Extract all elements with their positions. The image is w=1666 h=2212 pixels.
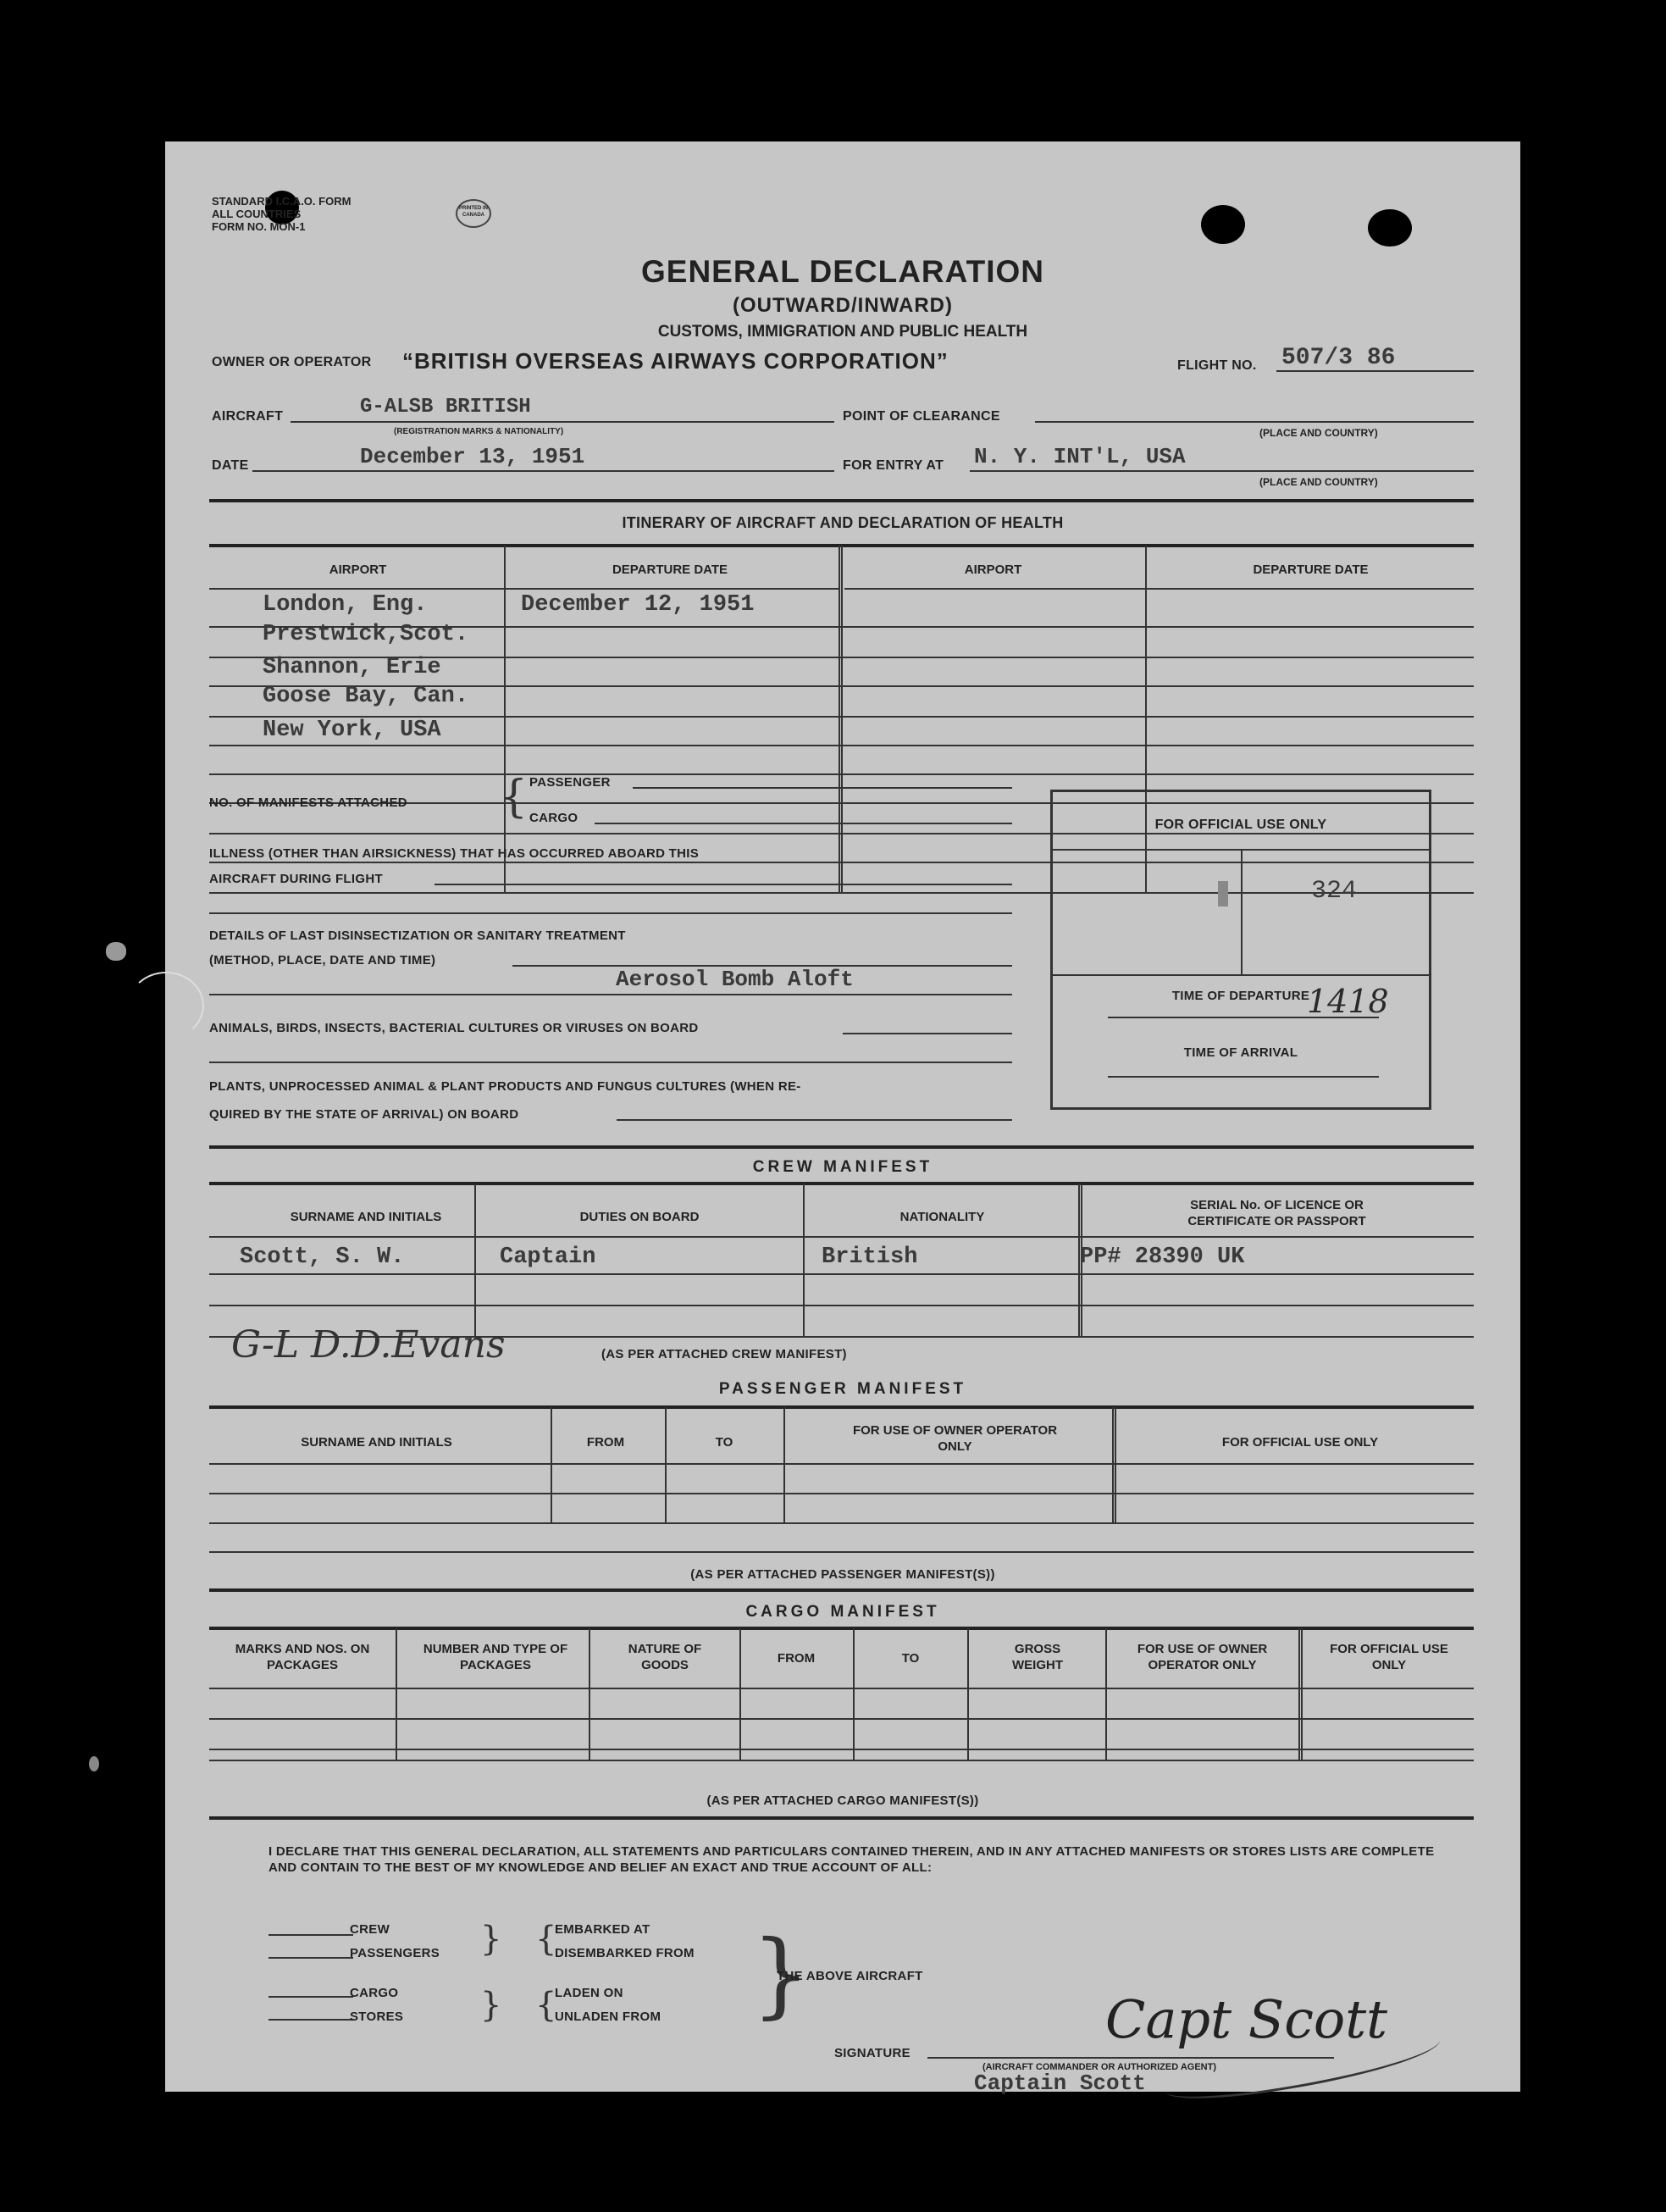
cargo-col-divider — [589, 1628, 590, 1760]
declaration-form — [165, 141, 1520, 2096]
cargo-col-divider — [967, 1628, 969, 1760]
crew-manifest-note: (AS PER ATTACHED CREW MANIFEST) — [601, 1347, 847, 1361]
cargo-header-official: FOR OFFICIAL USE ONLY — [1330, 1642, 1448, 1672]
itin-departure-date: December 12, 1951 — [521, 592, 755, 618]
pen-curve — [128, 972, 204, 1039]
cargo-header-owner: FOR USE OF OWNER OPERATOR ONLY — [1137, 1642, 1268, 1672]
stray-mark — [89, 1756, 99, 1771]
entry-value: N. Y. INT'L, USA — [974, 444, 1186, 469]
date-field-line — [252, 470, 834, 472]
illness-line-1: ILLNESS (OTHER THAN AIRSICKNESS) THAT HAS OCCURRED ABOARD THIS — [209, 846, 700, 861]
printed-in-canada-stamp: PRINTED IN CANADA — [456, 199, 491, 228]
decl-brace: { — [535, 1920, 557, 1959]
cargo-top-rule — [209, 1588, 1474, 1592]
signature-typed-name: Captain Scott — [974, 2071, 1146, 2096]
crew-col-divider — [803, 1184, 805, 1336]
clearance-field-line — [1035, 421, 1474, 423]
manifests-label: NO. OF MANIFESTS ATTACHED — [209, 796, 407, 810]
time-of-arrival-label: TIME OF ARRIVAL — [1183, 1045, 1298, 1060]
decl-cargo-label: CARGO — [350, 1986, 399, 2000]
decl-embarked-label: EMBARKED AT — [555, 1922, 650, 1937]
date-label: DATE — [212, 458, 249, 473]
disinsect-line-2: (METHOD, PLACE, DATE AND TIME) — [209, 953, 436, 967]
itin-header-date-1: DEPARTURE DATE — [612, 563, 728, 577]
itinerary-top-rule — [209, 499, 1474, 502]
pass-header-name: SURNAME AND INITIALS — [301, 1435, 452, 1450]
standard-line-2: ALL COUNTRIES — [212, 208, 302, 220]
pass-col-divider — [1112, 1407, 1116, 1522]
official-use-title: FOR OFFICIAL USE ONLY — [1154, 818, 1327, 832]
pass-header-from: FROM — [586, 1435, 625, 1450]
official-box-divider — [1241, 849, 1243, 974]
cargo-col-divider — [1105, 1628, 1107, 1760]
itin-header-underline — [1147, 588, 1474, 590]
illness-field-line — [434, 884, 1012, 885]
itin-col-divider — [504, 546, 506, 893]
entry-field-line — [970, 470, 1474, 472]
itin-header-airport-2: AIRPORT — [964, 563, 1022, 577]
decl-passengers-label: PASSENGERS — [350, 1946, 440, 1960]
date-value: December 13, 1951 — [360, 444, 585, 469]
crew-header-serial: SERIAL No. OF LICENCE OR CERTIFICATE OR PASSPORT — [1187, 1198, 1366, 1228]
pass-header-official: FOR OFFICIAL USE ONLY — [1221, 1435, 1379, 1450]
cargo-header-nature: NATURE OF GOODS — [628, 1642, 702, 1672]
official-use-box — [1050, 790, 1431, 1110]
crew-title: CREW MANIFEST — [752, 1158, 933, 1176]
ink-blot — [106, 942, 126, 961]
cargo-col-divider — [1298, 1628, 1303, 1760]
signature-label: SIGNATURE — [834, 2046, 910, 2060]
itin-airport-1: London, Eng. — [263, 592, 428, 618]
cargo-row-line — [209, 1718, 1474, 1720]
decl-crew-label: CREW — [350, 1922, 390, 1937]
decl-brace: } — [480, 1986, 502, 2025]
decl-large-brace: } — [751, 1920, 811, 2028]
animals-field-line — [843, 1033, 1012, 1034]
crew-row-line — [209, 1273, 1474, 1275]
cargo-header-underline — [209, 1688, 1474, 1689]
disinsect-value: Aerosol Bomb Aloft — [616, 967, 854, 992]
crew-handwritten-note: G-L D.D.Evans — [231, 1323, 506, 1367]
manifests-passenger-label: PASSENGER — [529, 775, 611, 790]
decl-disembarked-label: DISEMBARKED FROM — [555, 1946, 695, 1960]
decl-laden-label: LADEN ON — [555, 1986, 623, 2000]
arrival-time-line — [1108, 1076, 1379, 1078]
page-subtitle: (OUTWARD/INWARD) — [733, 294, 953, 317]
crew-duty-value: Captain — [500, 1245, 596, 1270]
flight-number: 507/3 86 — [1281, 345, 1396, 371]
animals-field-line-2 — [209, 1062, 1012, 1063]
aircraft-value: G-ALSB BRITISH — [360, 396, 531, 419]
aircraft-label: AIRCRAFT — [212, 409, 284, 424]
cargo-header-to: TO — [901, 1651, 920, 1666]
standard-line-1: STANDARD I.C.A.O. FORM — [212, 195, 351, 208]
animals-label: ANIMALS, BIRDS, INSECTS, BACTERIAL CULTURES OR VIRUSES ON BOARD — [209, 1021, 699, 1035]
illness-line-2: AIRCRAFT DURING FLIGHT — [209, 872, 383, 886]
crew-header-rule — [209, 1182, 1474, 1185]
clearance-note: (PLACE AND COUNTRY) — [1259, 427, 1378, 439]
crew-row-line — [209, 1305, 1474, 1306]
time-of-departure-label: TIME OF DEPARTURE — [1171, 989, 1310, 1003]
crew-top-rule — [209, 1145, 1474, 1149]
itin-header-underline — [209, 588, 504, 590]
illness-field-line-2 — [209, 912, 1012, 914]
official-box-rule — [1053, 974, 1429, 976]
cargo-row-line — [209, 1760, 1474, 1761]
cargo-col-divider — [853, 1628, 855, 1760]
declaration-text: I DECLARE THAT THIS GENERAL DECLARATION, ALL STATEMENTS AND PARTICULARS CONTAINED THEREIN, AND IN ANY ATTACHED MANIFESTS OR STORES LISTS ARE COMPLETE AND CONTAIN TO THE BEST OF MY KNOWLEDGE AND BELIEF AN EXACT AND TRUE ACCOUNT OF ALL: — [268, 1844, 1435, 1875]
cargo-count-line — [268, 1996, 353, 1998]
clearance-label: POINT OF CLEARANCE — [843, 409, 1000, 424]
crew-name-value: Scott, S. W. — [240, 1245, 405, 1270]
itin-row-line — [209, 773, 1474, 775]
manifests-cargo-label: CARGO — [529, 811, 578, 825]
crew-header-nationality: NATIONALITY — [899, 1210, 985, 1224]
plants-field-line — [617, 1119, 1012, 1121]
aircraft-field-line — [291, 421, 834, 423]
crew-header-underline — [209, 1236, 1474, 1238]
owner-label: OWNER OR OPERATOR — [212, 355, 372, 369]
itin-airport-5: New York, USA — [263, 718, 441, 743]
pass-header-to: TO — [715, 1435, 733, 1450]
disinsect-line-1: DETAILS OF LAST DISINSECTIZATION OR SANITARY TREATMENT — [209, 929, 626, 943]
pass-col-divider — [783, 1407, 785, 1522]
crew-nationality-value: British — [822, 1245, 918, 1270]
cargo-header-from: FROM — [777, 1651, 816, 1666]
punch-hole — [1201, 205, 1245, 244]
official-stamp-mark — [1218, 881, 1228, 906]
cargo-manifest-line — [595, 823, 1012, 824]
cargo-col-divider — [739, 1628, 741, 1760]
cargo-row-line — [209, 1749, 1474, 1750]
cargo-title: CARGO MANIFEST — [745, 1603, 940, 1621]
itin-airport-3: Shannon, Erie — [263, 655, 441, 680]
flight-label: FLIGHT NO. — [1177, 358, 1257, 373]
crew-count-line — [268, 1934, 353, 1936]
decl-stores-label: STORES — [350, 2010, 404, 2024]
pass-header-owner: FOR USE OF OWNER OPERATOR ONLY — [852, 1423, 1058, 1454]
official-stamp-number: 324 — [1311, 877, 1358, 906]
departure-time-handwritten: 1418 — [1307, 983, 1389, 1020]
plants-line-2: QUIRED BY THE STATE OF ARRIVAL) ON BOARD — [209, 1107, 519, 1122]
pass-row-line — [209, 1551, 1474, 1553]
crew-serial-value: PP# 28390 UK — [1080, 1245, 1245, 1270]
declaration-top-rule — [209, 1816, 1474, 1820]
entry-label: FOR ENTRY AT — [843, 458, 944, 473]
disinsect-field-line-2 — [209, 994, 1012, 995]
pass-col-divider — [551, 1407, 552, 1522]
itin-header-date-2: DEPARTURE DATE — [1253, 563, 1369, 577]
itin-col-divider — [839, 546, 843, 893]
crew-col-divider — [474, 1184, 476, 1336]
passenger-title: PASSENGER MANIFEST — [718, 1380, 967, 1398]
decl-brace: { — [535, 1986, 557, 2025]
cargo-header-marks: MARKS AND NOS. ON PACKAGES — [235, 1642, 370, 1672]
pass-col-divider — [665, 1407, 667, 1522]
passenger-header-rule — [209, 1405, 1474, 1409]
aircraft-note: (REGISTRATION MARKS & NATIONALITY) — [394, 427, 564, 436]
crew-header-duties: DUTIES ON BOARD — [579, 1210, 700, 1224]
cargo-header-rule — [209, 1627, 1474, 1630]
passenger-manifest-line — [633, 787, 1012, 789]
manifests-brace: { — [500, 772, 529, 823]
standard-line-3: FORM NO. MON-1 — [212, 220, 306, 233]
itin-header-underline — [844, 588, 1145, 590]
page-title: GENERAL DECLARATION — [640, 254, 1045, 289]
signature-note: (AIRCRAFT COMMANDER OR AUTHORIZED AGENT) — [982, 2062, 1216, 2072]
itin-airport-2: Prestwick,Scot. — [263, 622, 469, 647]
cargo-header-weight: GROSS WEIGHT — [1012, 1642, 1063, 1672]
cargo-header-number: NUMBER AND TYPE OF PACKAGES — [423, 1642, 568, 1672]
pass-row-line — [209, 1493, 1474, 1494]
signature-handwritten: Capt Scott — [1105, 1988, 1388, 2050]
passenger-count-line — [268, 1957, 353, 1959]
crew-header-name: SURNAME AND INITIALS — [290, 1210, 442, 1224]
pass-row-line — [209, 1522, 1474, 1524]
decl-above-aircraft: THE ABOVE AIRCRAFT — [777, 1969, 923, 1983]
plants-line-1: PLANTS, UNPROCESSED ANIMAL & PLANT PRODUCTS AND FUNGUS CULTURES (WHEN RE- — [209, 1079, 801, 1094]
entry-note: (PLACE AND COUNTRY) — [1259, 476, 1378, 488]
itin-header-airport-1: AIRPORT — [329, 563, 387, 577]
passenger-manifest-note: (AS PER ATTACHED PASSENGER MANIFEST(S)) — [690, 1567, 995, 1582]
owner-value: “BRITISH OVERSEAS AIRWAYS CORPORATION” — [402, 348, 949, 374]
itin-airport-4: Goose Bay, Can. — [263, 684, 469, 709]
decl-brace: } — [480, 1920, 502, 1959]
decl-unladen-label: UNLADEN FROM — [555, 2010, 661, 2024]
itinerary-title: ITINERARY OF AIRCRAFT AND DECLARATION OF HEALTH — [622, 514, 1064, 531]
itin-row-line — [209, 745, 1474, 746]
customs-subtitle: CUSTOMS, IMMIGRATION AND PUBLIC HEALTH — [657, 323, 1028, 341]
pass-header-underline — [209, 1463, 1474, 1465]
cargo-manifest-note: (AS PER ATTACHED CARGO MANIFEST(S)) — [706, 1793, 979, 1808]
cargo-col-divider — [396, 1628, 397, 1760]
stores-count-line — [268, 2019, 353, 2021]
punch-hole — [1368, 209, 1412, 247]
itin-header-underline — [506, 588, 839, 590]
